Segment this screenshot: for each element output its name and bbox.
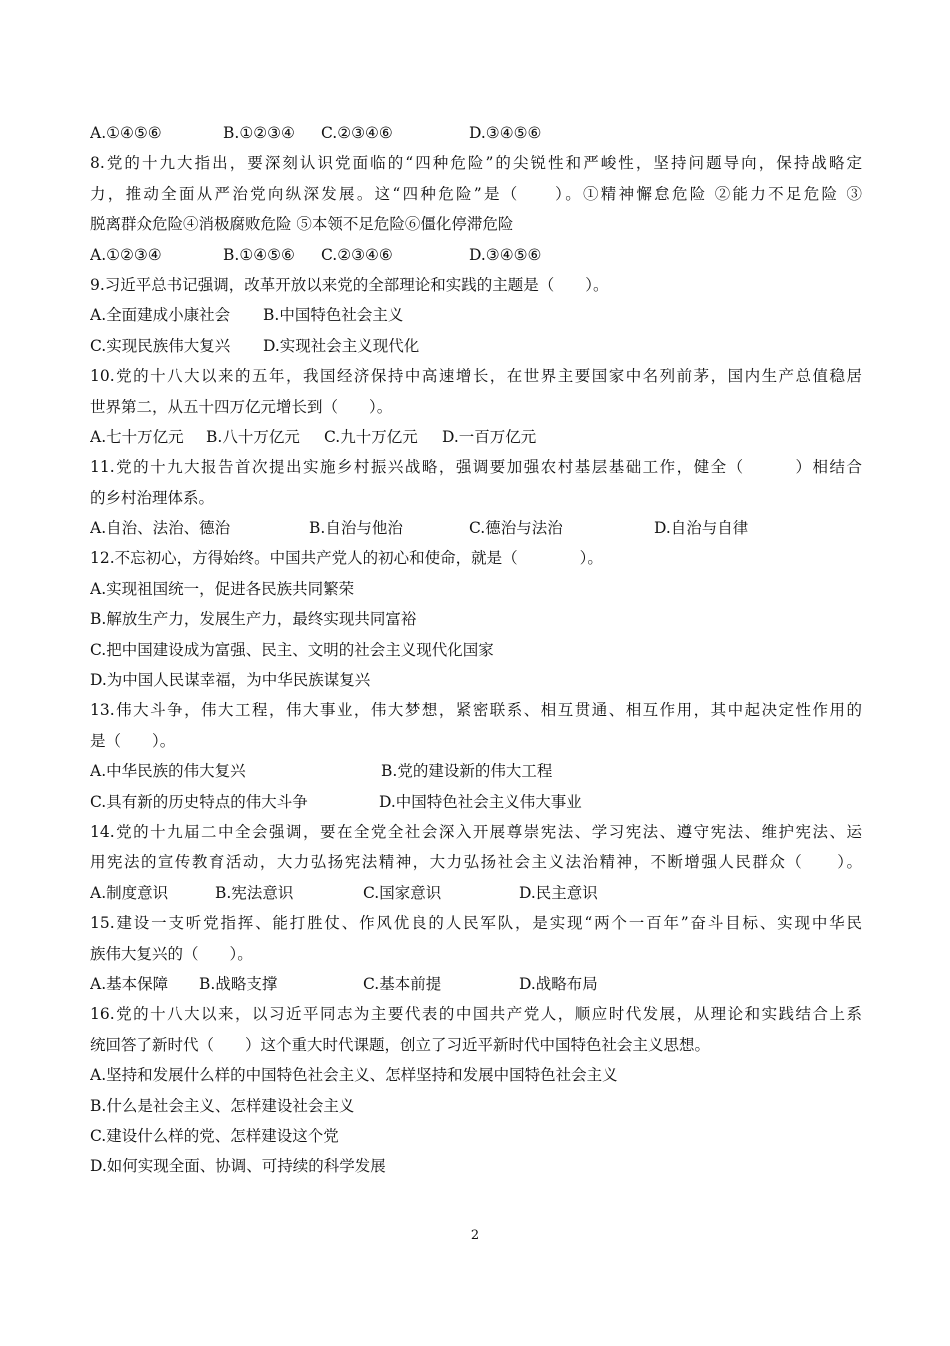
option: B.①④⑤⑥ (223, 245, 295, 264)
option: C.基本前提 (363, 974, 442, 993)
text-line: C.建设什么样的党、怎样建设这个党 (90, 1126, 339, 1145)
text-line: D.如何实现全面、协调、可持续的科学发展 (90, 1157, 386, 1176)
option: D.自治与自律 (654, 519, 749, 538)
options-row (90, 756, 862, 786)
option: C.②③④⑥ (321, 124, 393, 142)
text-line: 9.习近平总书记强调，改革开放以来党的全部理论和实践的主题是（ ）。 (90, 275, 609, 294)
text-line: 力，推动全面从严治党向纵深发展。这“四种危险”是（ ）。①精神懈怠危险 ②能力不足危险 ③ (90, 184, 862, 203)
option: C.九十万亿元 (324, 427, 418, 446)
option: A.基本保障 (90, 974, 169, 993)
text-line: A.坚持和发展什么样的中国特色社会主义、怎样坚持和发展中国特色社会主义 (90, 1066, 618, 1085)
text-line: 的乡村治理体系。 (90, 488, 215, 507)
option: B.中国特色社会主义 (263, 306, 404, 325)
text-line: A.实现祖国统一，促进各民族共同繁荣 (90, 579, 355, 598)
options-row (90, 969, 862, 999)
option: D.实现社会主义现代化 (263, 336, 420, 355)
option: A.自治、法治、德治 (90, 519, 231, 538)
option: D.③④⑤⑥ (469, 245, 542, 264)
text-line: 15.建设一支听党指挥、能打胜仗、作风优良的人民军队，是实现“两个一百年”奋斗目标、实现中华民 (90, 914, 862, 933)
option: B.①②③④ (223, 124, 295, 142)
options-row (90, 331, 862, 361)
option: D.③④⑤⑥ (469, 124, 542, 142)
options-row (90, 240, 862, 270)
option: A.制度意识 (90, 883, 169, 902)
option: C.国家意识 (363, 883, 442, 902)
text-line: 8.党的十九大指出，要深刻认识党面临的“四种危险”的尖锐性和严峻性，坚持问题导向，保持战略定 (90, 154, 862, 173)
text-line: 10.党的十八大以来的五年，我国经济保持中高速增长，在世界主要国家中名列前茅，国内生产总值稳居 (90, 367, 862, 386)
text-line: 用宪法的宣传教育活动，大力弘扬宪法精神，大力弘扬社会主义法治精神，不断增强人民群众（ ）。 (90, 853, 862, 872)
option: D.民主意识 (519, 883, 598, 902)
option: C.具有新的历史特点的伟大斗争 (90, 792, 308, 811)
option: B.党的建设新的伟大工程 (381, 762, 553, 781)
text-line: 12.不忘初心，方得始终。中国共产党人的初心和使命，就是（ ）。 (90, 549, 603, 568)
text-line: 世界第二，从五十四万亿元增长到（ ）。 (90, 397, 393, 416)
text-line: D.为中国人民谋幸福，为中华民族谋复兴 (90, 671, 371, 690)
text-line: 族伟大复兴的（ ）。 (90, 944, 253, 963)
text-line: 14.党的十九届二中全会强调，要在全党全社会深入开展尊崇宪法、学习宪法、遵守宪法、维护宪法、运 (90, 822, 862, 841)
text-line: 11.党的十九大报告首次提出实施乡村振兴战略，强调要加强农村基层基础工作，健全（ ）相结合 (90, 458, 862, 477)
option: B.战略支撑 (199, 974, 278, 993)
text-line: 统回答了新时代（ ）这个重大时代课题，创立了习近平新时代中国特色社会主义思想。 (90, 1035, 711, 1054)
option: A.全面建成小康社会 (90, 306, 231, 325)
option: A.①②③④ (90, 245, 162, 264)
text-line: 13.伟大斗争，伟大工程，伟大事业，伟大梦想，紧密联系、相互贯通、相互作用，其中起决定性作用的 (90, 701, 862, 720)
text-line: 16.党的十八大以来，以习近平同志为主要代表的中国共产党人，顺应时代发展，从理论和实践结合上系 (90, 1005, 862, 1024)
option: C.德治与法治 (469, 519, 563, 538)
options-row (90, 878, 862, 908)
text-line: 脱离群众危险④消极腐败危险 ⑤本领不足危险⑥僵化停滞危险 (90, 215, 514, 234)
page-number: 2 (470, 1228, 480, 1243)
text-line: C.把中国建设成为富强、民主、文明的社会主义现代化国家 (90, 640, 494, 659)
option: A.中华民族的伟大复兴 (90, 762, 246, 781)
option: C.②③④⑥ (321, 245, 393, 264)
option: A.①④⑤⑥ (90, 124, 162, 142)
text-line: B.解放生产力，发展生产力，最终实现共同富裕 (90, 610, 417, 629)
option: D.中国特色社会主义伟大事业 (379, 792, 582, 811)
option: D.一百万亿元 (442, 427, 537, 446)
text-line: B.什么是社会主义、怎样建设社会主义 (90, 1096, 355, 1115)
options-row (90, 422, 862, 452)
option: B.宪法意识 (215, 883, 294, 902)
option: B.八十万亿元 (206, 427, 300, 446)
exam-content (90, 118, 862, 1182)
options-row (90, 118, 862, 148)
option: B.自治与他治 (309, 519, 403, 538)
option: C.实现民族伟大复兴 (90, 336, 231, 355)
options-row (90, 513, 862, 543)
options-row (90, 787, 862, 817)
text-line: 是（ ）。 (90, 731, 176, 750)
option: A.七十万亿元 (90, 427, 184, 446)
option: D.战略布局 (519, 974, 598, 993)
options-row (90, 300, 862, 330)
